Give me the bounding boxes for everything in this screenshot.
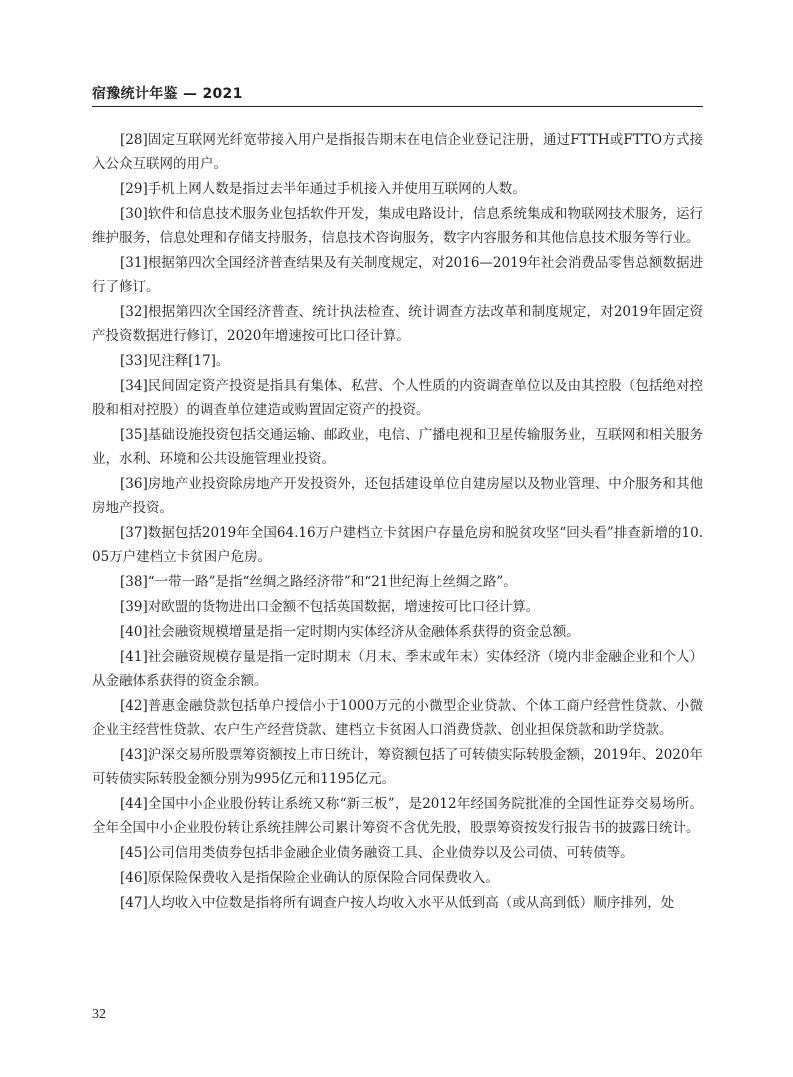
note-32: [32]根据第四次全国经济普查、统计执法检查、统计调查方法改革和制度规定，对2019年固定资产投资数据进行修订，2020年增速按可比口径计算。	[92, 304, 703, 344]
header-divider	[92, 106, 703, 107]
page-header	[92, 84, 703, 104]
note-37: [37]数据包括2019年全国64.16万户建档立卡贫困户存量危房和脱贫攻坚“回头看”排查新增的10.05万户建档立卡贫困户危房。	[92, 525, 703, 565]
note-29: [29]手机上网人数是指过去半年通过手机接入并使用互联网的人数。	[120, 181, 526, 197]
note-46: [46]原保险保费收入是指保险企业确认的原保险合同保费收入。	[120, 870, 499, 886]
note-28: [28]固定互联网光纤宽带接入用户是指报告期末在电信企业登记注册，通过FTTH或FTTO方式接入公众互联网的用户。	[92, 132, 703, 172]
note-39: [39]对欧盟的货物进出口金额不包括英国数据，增速按可比口径计算。	[120, 599, 540, 615]
yearbook-title: 宿豫统计年鉴 — 2021	[92, 86, 243, 102]
notes-list	[92, 128, 703, 916]
note-31: [31]根据第四次全国经济普查结果及有关制度规定，对2016—2019年社会消费品零售总额数据进行了修订。	[92, 255, 703, 295]
note-42: [42]普惠金融贷款包括单户授信小于1000万元的小微型企业贷款、个体工商户经营性贷款、小微企业主经营性贷款、农户生产经营贷款、建档立卡贫困人口消费贷款、创业担保贷款和助学贷款。	[92, 698, 703, 738]
note-35: [35]基础设施投资包括交通运输、邮政业，电信、广播电视和卫星传输服务业，互联网和相关服务业，水利、环境和公共设施管理业投资。	[92, 427, 703, 467]
note-34: [34]民间固定资产投资是指具有集体、私营、个人性质的内资调查单位以及由其控股（包括绝对控股和相对控股）的调查单位建造或购置固定资产的投资。	[92, 378, 703, 418]
note-44: [44]全国中小企业股份转让系统又称“新三板”，是2012年经国务院批准的全国性证券交易场所。全年全国中小企业股份转让系统挂牌公司累计筹资不含优先股，股票筹资按发行报告书的披露日统计。	[92, 796, 703, 836]
page-number: 32	[92, 1007, 106, 1022]
note-30: [30]软件和信息技术服务业包括软件开发，集成电路设计，信息系统集成和物联网技术服务，运行维护服务，信息处理和存储支持服务，信息技术咨询服务，数字内容服务和其他信息技术服务等行业。	[92, 206, 703, 246]
note-40: [40]社会融资规模增量是指一定时期内实体经济从金融体系获得的资金总额。	[120, 624, 580, 640]
note-33: [33]见注释[17]。	[120, 353, 230, 369]
note-43: [43]沪深交易所股票筹资额按上市日统计，筹资额包括了可转债实际转股金额，2019年、2020年可转债实际转股金额分别为995亿元和1195亿元。	[92, 747, 703, 787]
note-36: [36]房地产业投资除房地产开发投资外，还包括建设单位自建房屋以及物业管理、中介服务和其他房地产投资。	[92, 476, 703, 516]
note-47: [47]人均收入中位数是指将所有调查户按人均收入水平从低到高（或从高到低）顺序排列，处	[120, 895, 675, 911]
note-41: [41]社会融资规模存量是指一定时期末（月末、季末或年末）实体经济（境内非金融企业和个人）从金融体系获得的资金余额。	[92, 649, 703, 689]
note-45: [45]公司信用类债券包括非金融企业债务融资工具、企业债券以及公司债、可转债等。	[120, 845, 634, 861]
note-38: [38]“一带一路”是指“丝绸之路经济带”和“21世纪海上丝绸之路”。	[120, 574, 517, 590]
